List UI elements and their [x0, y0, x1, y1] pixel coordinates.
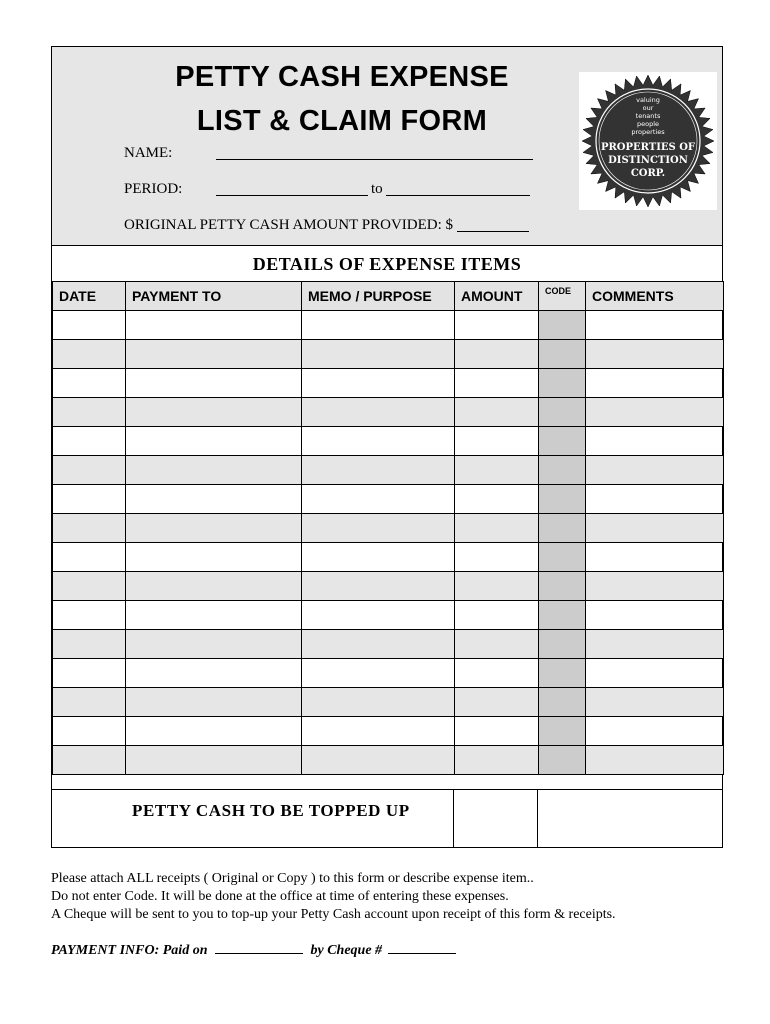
date-cell[interactable]	[53, 311, 126, 340]
memo-cell[interactable]	[302, 630, 455, 659]
form-title-line2: LIST & CLAIM FORM	[196, 105, 488, 137]
memo-cell[interactable]	[302, 340, 455, 369]
column-header-date: DATE	[53, 282, 126, 311]
comments-cell[interactable]	[586, 659, 724, 688]
payment-to-cell[interactable]	[126, 456, 302, 485]
date-cell[interactable]	[53, 746, 126, 775]
payment-info-label: PAYMENT INFO: Paid on	[51, 943, 208, 958]
table-row	[53, 427, 724, 456]
code-cell	[539, 659, 586, 688]
amount-cell[interactable]	[455, 485, 539, 514]
table-row	[53, 630, 724, 659]
seal-tagline-4: people	[636, 120, 660, 128]
date-cell[interactable]	[53, 601, 126, 630]
comments-cell[interactable]	[586, 514, 724, 543]
amount-cell[interactable]	[455, 369, 539, 398]
payment-to-cell[interactable]	[126, 659, 302, 688]
details-band	[52, 246, 722, 282]
payment-to-cell[interactable]	[126, 369, 302, 398]
form-header	[52, 47, 722, 246]
payment-to-cell[interactable]	[126, 601, 302, 630]
memo-cell[interactable]	[302, 717, 455, 746]
seal-tagline-3: tenants	[635, 112, 661, 120]
name-label: NAME:	[124, 145, 173, 161]
payment-info	[51, 943, 456, 959]
comments-cell[interactable]	[586, 630, 724, 659]
memo-cell[interactable]	[302, 311, 455, 340]
details-title: DETAILS OF EXPENSE ITEMS	[252, 254, 522, 274]
table-row	[53, 398, 724, 427]
code-cell	[539, 369, 586, 398]
seal-company-2: DISTINCTION	[608, 155, 688, 166]
amount-cell[interactable]	[455, 572, 539, 601]
seal-tagline-2: our	[642, 104, 654, 112]
topup-label-cell	[52, 790, 454, 848]
comments-cell[interactable]	[586, 717, 724, 746]
date-cell[interactable]	[53, 630, 126, 659]
comments-cell[interactable]	[586, 688, 724, 717]
memo-cell[interactable]	[302, 688, 455, 717]
by-cheque-label: by Cheque #	[310, 943, 383, 958]
table-row	[53, 543, 724, 572]
amount-cell[interactable]	[455, 311, 539, 340]
period-to-label: to	[371, 181, 383, 197]
date-cell[interactable]	[53, 717, 126, 746]
amount-cell[interactable]	[455, 543, 539, 572]
comments-cell[interactable]	[586, 572, 724, 601]
code-cell	[539, 340, 586, 369]
memo-cell[interactable]	[302, 369, 455, 398]
amount-cell[interactable]	[455, 427, 539, 456]
table-row	[53, 311, 724, 340]
code-cell	[539, 543, 586, 572]
column-header-code: CODE	[539, 282, 586, 311]
date-cell[interactable]	[53, 514, 126, 543]
amount-cell[interactable]	[455, 659, 539, 688]
payment-to-cell[interactable]	[126, 630, 302, 659]
memo-cell[interactable]	[302, 601, 455, 630]
memo-cell[interactable]	[302, 398, 455, 427]
table-row	[53, 717, 724, 746]
date-cell[interactable]	[53, 688, 126, 717]
comments-cell[interactable]	[586, 543, 724, 572]
amount-cell[interactable]	[455, 514, 539, 543]
memo-cell[interactable]	[302, 659, 455, 688]
comments-cell[interactable]	[586, 456, 724, 485]
name-field[interactable]	[216, 159, 533, 160]
payment-to-cell[interactable]	[126, 311, 302, 340]
instruction-line-1: Please attach ALL receipts ( Original or Copy ) to this form or describe expense item..	[51, 871, 534, 886]
code-cell	[539, 572, 586, 601]
amount-cell[interactable]	[455, 601, 539, 630]
comments-cell[interactable]	[586, 398, 724, 427]
topup-row	[52, 789, 723, 848]
code-cell	[539, 485, 586, 514]
payment-to-cell[interactable]	[126, 746, 302, 775]
date-cell[interactable]	[53, 369, 126, 398]
petty-cash-form	[51, 46, 723, 848]
memo-cell[interactable]	[302, 514, 455, 543]
topup-label: PETTY CASH TO BE TOPPED UP	[132, 801, 410, 820]
amount-cell[interactable]	[455, 688, 539, 717]
payment-to-cell[interactable]	[126, 485, 302, 514]
original-amount-label: ORIGINAL PETTY CASH AMOUNT PROVIDED: $	[124, 217, 454, 233]
period-end-field[interactable]	[386, 195, 530, 196]
comments-cell[interactable]	[586, 746, 724, 775]
payment-to-cell[interactable]	[126, 398, 302, 427]
topup-remarks-field[interactable]	[538, 790, 723, 848]
date-cell[interactable]	[53, 572, 126, 601]
seal-tagline-5: properties	[631, 128, 665, 136]
payment-to-cell[interactable]	[126, 717, 302, 746]
date-cell[interactable]	[53, 456, 126, 485]
table-row	[53, 601, 724, 630]
code-cell	[539, 427, 586, 456]
column-header-memo: MEMO / PURPOSE	[302, 282, 455, 311]
table-row	[53, 340, 724, 369]
memo-cell[interactable]	[302, 543, 455, 572]
code-cell	[539, 630, 586, 659]
comments-cell[interactable]	[586, 369, 724, 398]
date-cell[interactable]	[53, 543, 126, 572]
date-cell[interactable]	[53, 485, 126, 514]
amount-cell[interactable]	[455, 630, 539, 659]
comments-cell[interactable]	[586, 601, 724, 630]
payment-to-cell[interactable]	[126, 340, 302, 369]
date-cell[interactable]	[53, 427, 126, 456]
payment-to-cell[interactable]	[126, 688, 302, 717]
code-cell	[539, 717, 586, 746]
code-cell	[539, 456, 586, 485]
original-amount-field[interactable]	[457, 231, 529, 232]
expense-items-table	[52, 281, 724, 775]
amount-cell[interactable]	[455, 398, 539, 427]
company-seal-icon	[579, 72, 717, 210]
column-header-payment-to: PAYMENT TO	[126, 282, 302, 311]
table-row	[53, 688, 724, 717]
column-header-comments: COMMENTS	[586, 282, 724, 311]
payment-to-cell[interactable]	[126, 543, 302, 572]
memo-cell[interactable]	[302, 427, 455, 456]
table-row	[53, 514, 724, 543]
comments-cell[interactable]	[586, 340, 724, 369]
date-cell[interactable]	[53, 398, 126, 427]
table-header-row	[53, 282, 724, 311]
comments-cell[interactable]	[586, 427, 724, 456]
comments-cell[interactable]	[586, 311, 724, 340]
table-row	[53, 369, 724, 398]
amount-cell[interactable]	[455, 340, 539, 369]
memo-cell[interactable]	[302, 746, 455, 775]
amount-cell[interactable]	[455, 456, 539, 485]
table-row	[53, 659, 724, 688]
paid-on-field[interactable]	[215, 953, 303, 954]
amount-cell[interactable]	[455, 717, 539, 746]
seal-company-1: PROPERTIES OF	[600, 142, 696, 153]
code-cell	[539, 398, 586, 427]
code-cell	[539, 601, 586, 630]
cheque-number-field[interactable]	[388, 953, 456, 954]
code-cell	[539, 514, 586, 543]
topup-amount-field[interactable]	[454, 790, 538, 848]
amount-cell[interactable]	[455, 746, 539, 775]
column-header-amount: AMOUNT	[455, 282, 539, 311]
table-row	[53, 456, 724, 485]
seal-tagline-1: valuing	[636, 96, 660, 104]
date-cell[interactable]	[53, 340, 126, 369]
code-cell	[539, 746, 586, 775]
memo-cell[interactable]	[302, 456, 455, 485]
date-cell[interactable]	[53, 659, 126, 688]
period-start-field[interactable]	[216, 195, 368, 196]
comments-cell[interactable]	[586, 485, 724, 514]
memo-cell[interactable]	[302, 572, 455, 601]
memo-cell[interactable]	[302, 485, 455, 514]
code-cell	[539, 311, 586, 340]
form-title-line1: PETTY CASH EXPENSE	[175, 61, 509, 93]
period-label: PERIOD:	[124, 181, 183, 197]
code-cell	[539, 688, 586, 717]
instruction-line-2: Do not enter Code. It will be done at the office at time of entering these expenses.	[51, 889, 509, 904]
payment-to-cell[interactable]	[126, 514, 302, 543]
table-row	[53, 485, 724, 514]
seal-company-3: CORP.	[630, 168, 666, 179]
table-row	[53, 572, 724, 601]
table-row	[53, 746, 724, 775]
payment-to-cell[interactable]	[126, 427, 302, 456]
payment-to-cell[interactable]	[126, 572, 302, 601]
instructions	[51, 870, 616, 924]
instruction-line-3: A Cheque will be sent to you to top-up your Petty Cash account upon receipt of this form & receipts.	[51, 907, 616, 922]
